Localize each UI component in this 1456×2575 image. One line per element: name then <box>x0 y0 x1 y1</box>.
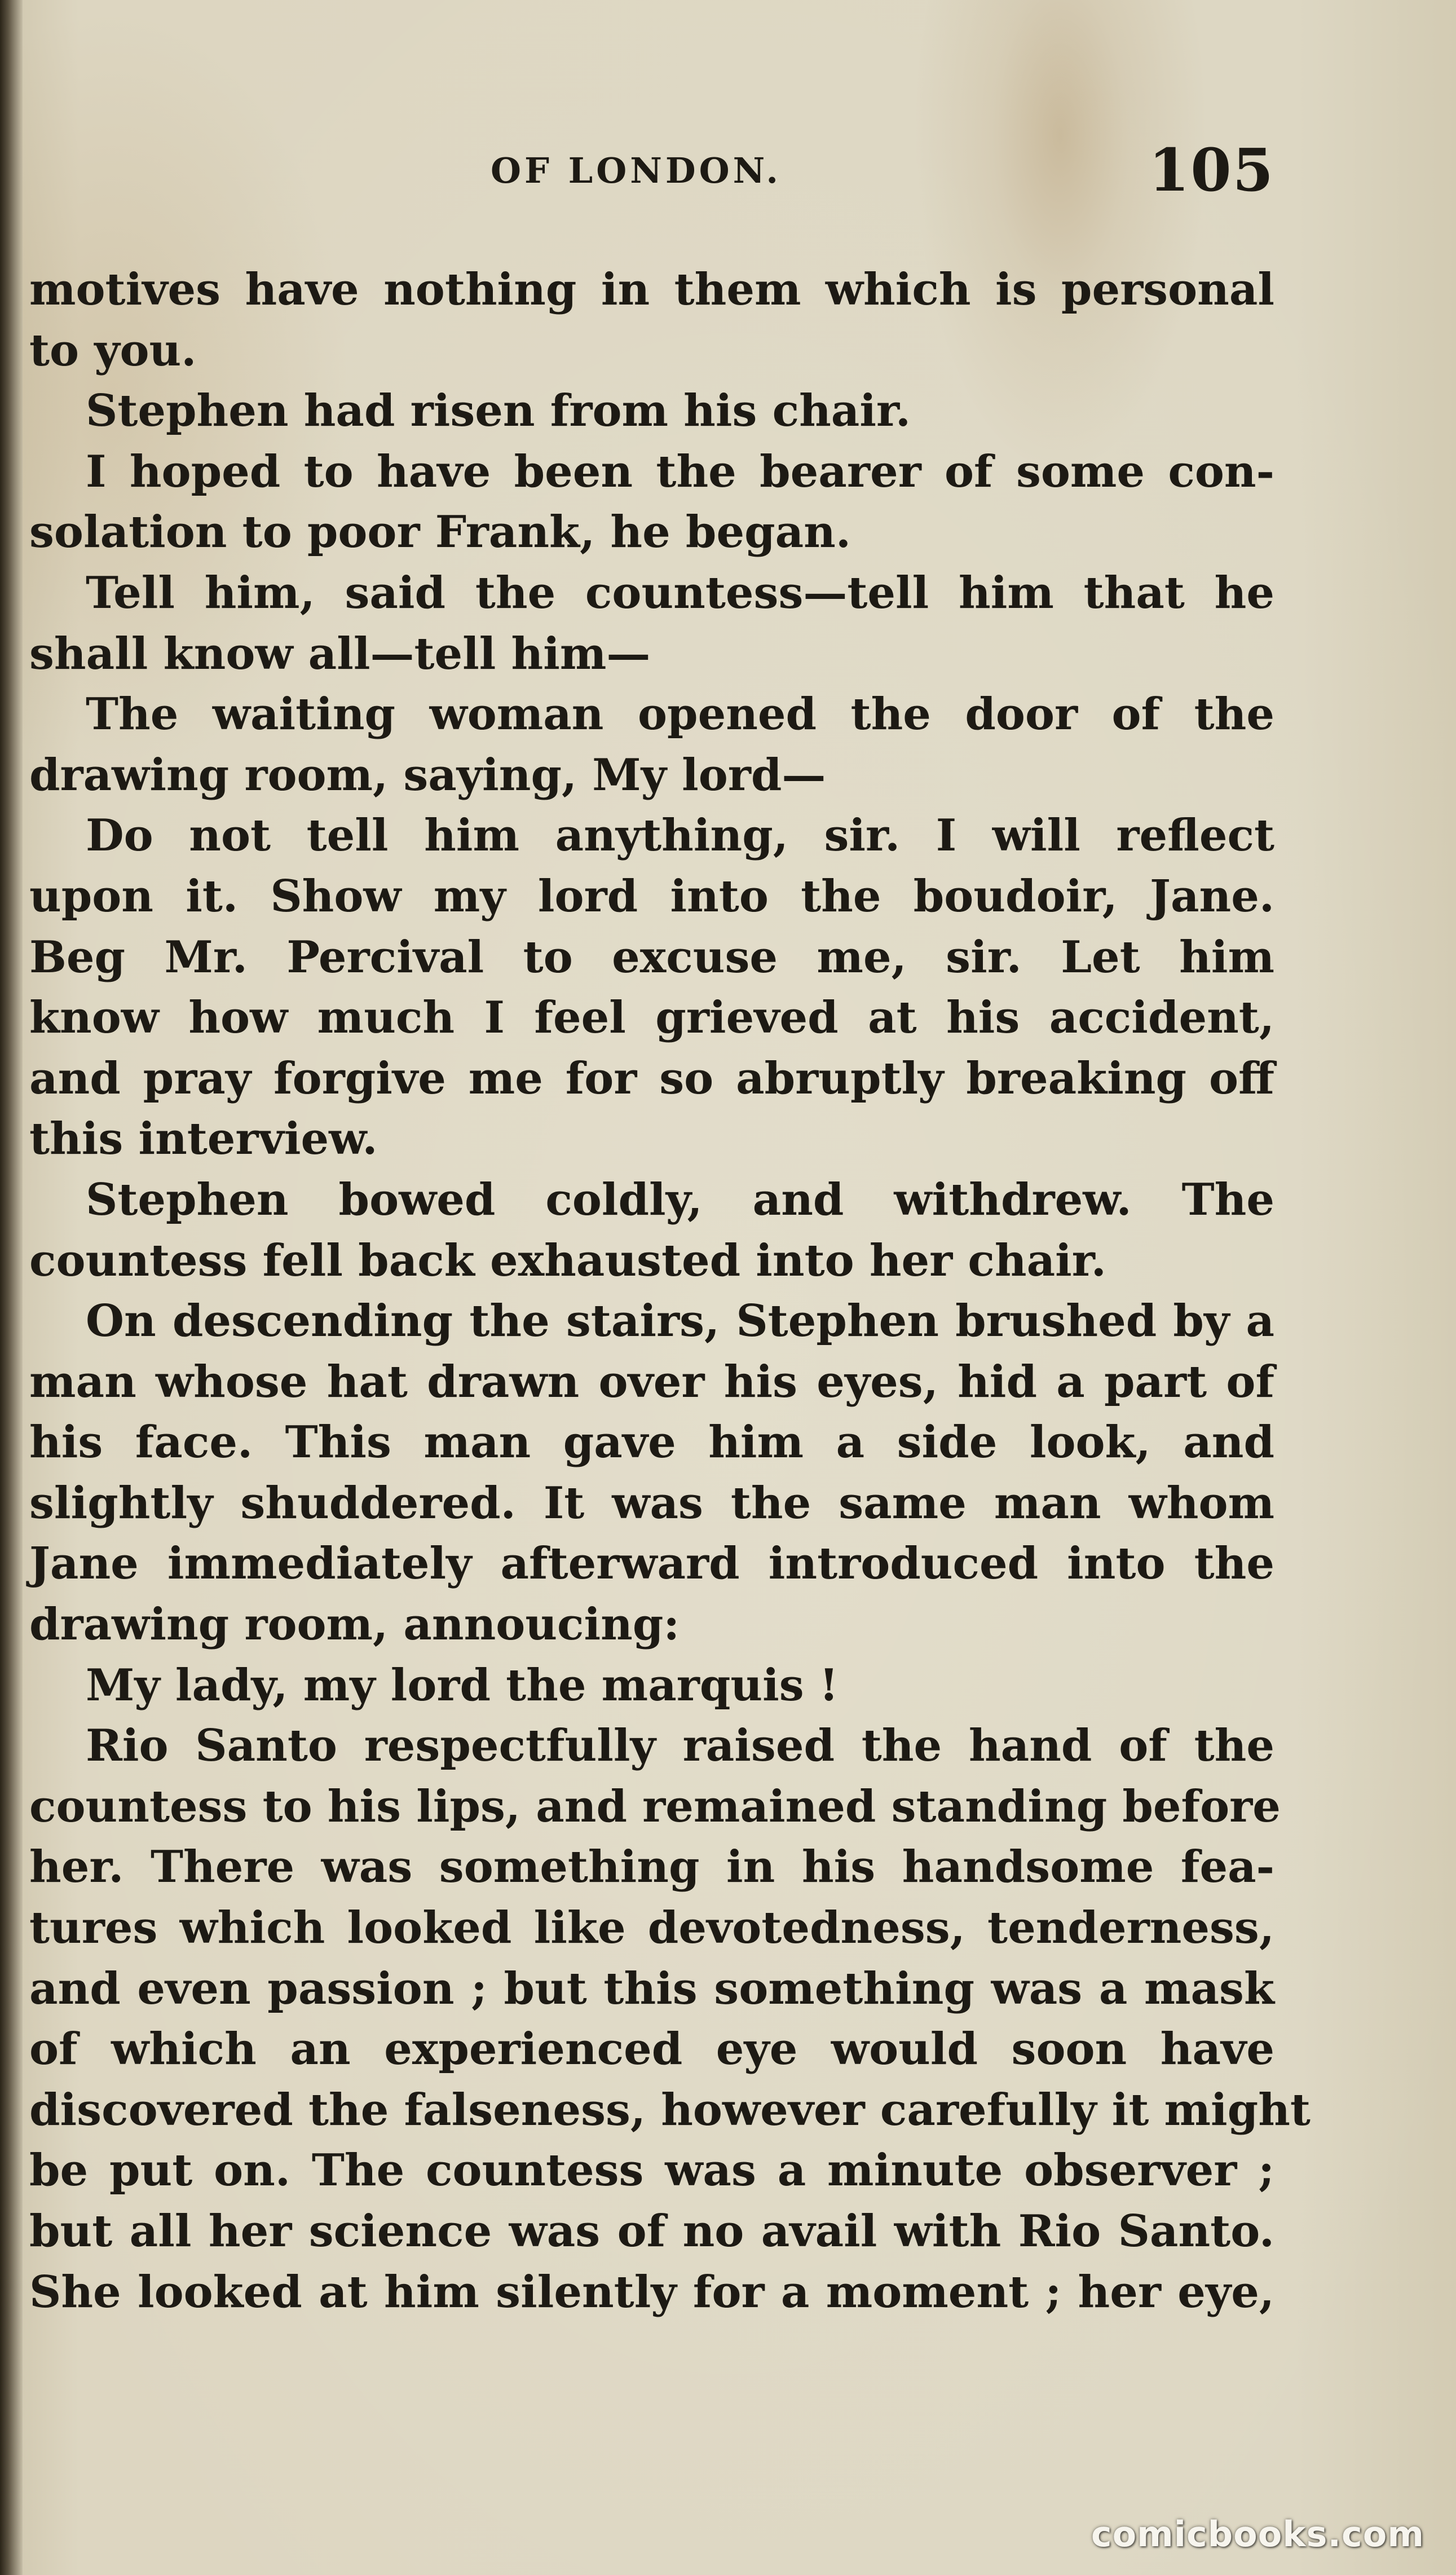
page-header <box>34 135 1274 203</box>
running-head: OF LONDON. <box>491 150 782 191</box>
text-line: shall know all—tell him— <box>29 628 651 680</box>
body-text <box>29 259 1311 2322</box>
text-line: be put on. The countess was a minute observer ; <box>29 2145 1274 2197</box>
text-line: and pray forgive me for so abruptly breaking off <box>29 1052 1274 1104</box>
text-line: his face. This man gave him a side look, and <box>29 1417 1274 1469</box>
text-line: slightly shuddered. It was the same man whom <box>29 1477 1274 1529</box>
text-line: tures which looked like devotedness, tenderness, <box>29 1902 1274 1954</box>
text-line: Rio Santo respectfully raised the hand of the <box>86 1720 1274 1772</box>
text-line: discovered the falseness, however carefully it might <box>29 2084 1311 2136</box>
text-line: Stephen had risen from his chair. <box>86 385 911 437</box>
text-line: I hoped to have been the bearer of some con- <box>86 446 1274 497</box>
text-line: Jane immediately afterward introduced into the <box>29 1538 1274 1590</box>
text-line: man whose hat drawn over his eyes, hid a part of <box>29 1356 1274 1408</box>
watermark: comicbooks.com <box>1091 2514 1424 2555</box>
text-line: solation to poor Frank, he began. <box>29 506 851 558</box>
text-line: On descending the stairs, Stephen brushed by a <box>86 1295 1274 1347</box>
text-line: and even passion ; but this something was a mask <box>29 1963 1274 2014</box>
page-number: 105 <box>1148 135 1274 205</box>
text-line: know how much I feel grieved at his accident, <box>29 992 1274 1044</box>
text-line: this interview. <box>29 1113 378 1165</box>
text-line: countess fell back exhausted into her chair. <box>29 1234 1106 1286</box>
text-line: drawing room, saying, My lord— <box>29 749 826 801</box>
text-line: countess to his lips, and remained standing before <box>29 1780 1281 1832</box>
text-line: to you. <box>29 324 197 376</box>
text-line: My lady, my lord the marquis ! <box>86 1659 839 1711</box>
text-line: The waiting woman opened the door of the <box>86 689 1274 740</box>
text-line: Beg Mr. Percival to excuse me, sir. Let him <box>29 931 1274 983</box>
text-line: of which an experienced eye would soon have <box>29 2023 1274 2075</box>
text-line: Stephen bowed coldly, and withdrew. The <box>86 1174 1274 1225</box>
text-line: She looked at him silently for a moment ; her eye, <box>29 2266 1274 2318</box>
text-line: motives have nothing in them which is personal <box>29 264 1274 315</box>
text-line: upon it. Show my lord into the boudoir, Jane. <box>29 870 1274 922</box>
text-line: Tell him, said the countess—tell him that he <box>86 567 1274 619</box>
page-binding-edge <box>0 0 23 2575</box>
text-line: drawing room, annoucing: <box>29 1599 680 1651</box>
text-line: but all her science was of no avail with Rio Santo. <box>29 2206 1274 2257</box>
text-line: Do not tell him anything, sir. I will reflect <box>86 810 1274 862</box>
text-line: her. There was something in his handsome fea- <box>29 1841 1274 1893</box>
